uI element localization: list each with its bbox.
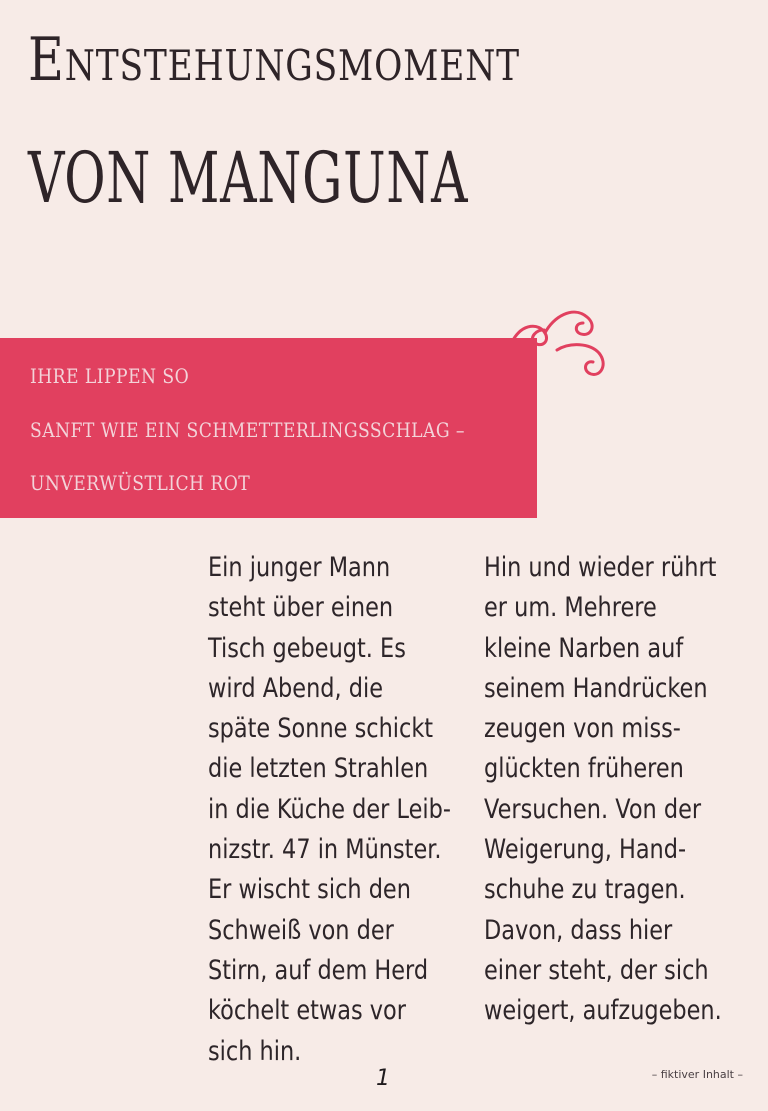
quote-box [0, 338, 537, 518]
body-line: schuhe zu tragen. [484, 874, 686, 906]
body-line: die letzten Strahlen [208, 753, 429, 785]
quote-line: UNVERWÜSTLICH ROT [30, 471, 251, 495]
body-line: Hin und wieder rührt [484, 552, 717, 583]
body-line: glückten früheren [484, 753, 684, 785]
body-line: Davon, dass hier [484, 914, 673, 946]
body-line: Stirn, auf dem Herd [208, 954, 429, 986]
body-line: sich hin. [208, 1035, 302, 1067]
footnote: – fiktiver Inhalt – [651, 1068, 743, 1081]
body-line: Ein junger Mann [208, 552, 391, 583]
body-line: Weigerung, Hand- [484, 834, 687, 866]
quote-line: IHRE LIPPEN SO [30, 364, 190, 388]
body-line: seinem Handrücken [484, 672, 708, 704]
body-line: kleine Narben auf [484, 632, 684, 664]
page-number: 1 [376, 1066, 390, 1091]
quote-line: SANFT WIE EIN SCHMETTERLINGSSCHLAG – [30, 418, 465, 442]
body-line: nizstr. 47 in Münster. [208, 834, 442, 866]
page-title [28, 25, 748, 219]
body-line: Er wischt sich den [208, 874, 411, 906]
body-line: köchelt etwas vor [208, 995, 406, 1027]
title-line-2: VON MANGUNA [28, 137, 469, 219]
body-line: steht über einen [208, 592, 394, 624]
body-column-2 [484, 548, 744, 1032]
body-line: zeugen von miss- [484, 713, 681, 745]
body-line: er um. Mehrere [484, 592, 657, 624]
body-line: wird Abend, die [208, 672, 383, 704]
body-line: späte Sonne schickt [208, 713, 434, 745]
body-line: in die Küche der Leib- [208, 793, 451, 825]
body-line: einer steht, der sich [484, 954, 709, 986]
body-line: Versuchen. Von der [484, 793, 702, 825]
title-line-1: Entstehungsmoment [28, 25, 520, 95]
body-column-1 [208, 548, 468, 1072]
body-line: Schweiß von der [208, 914, 394, 946]
body-line: weigert, aufzugeben. [484, 995, 722, 1027]
body-line: Tisch gebeugt. Es [208, 632, 406, 664]
